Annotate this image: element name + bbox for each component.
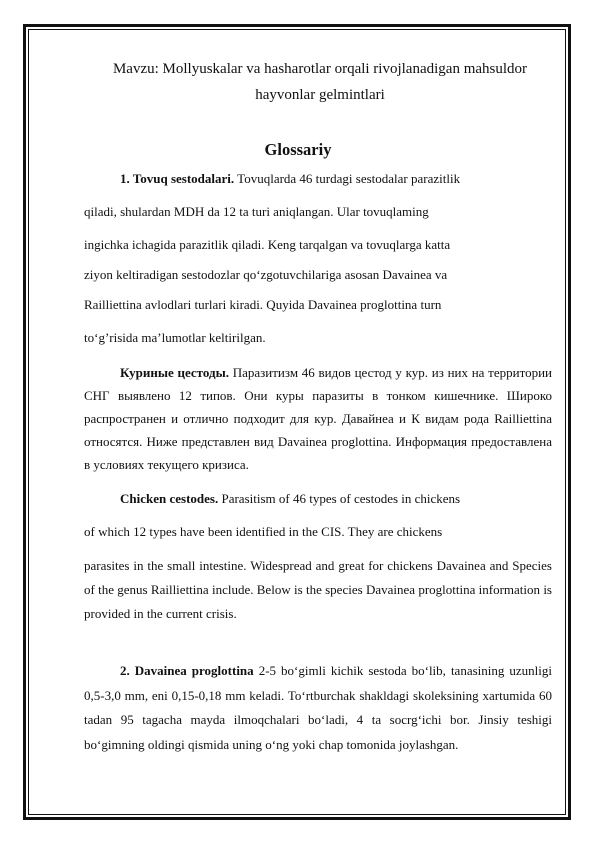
section2-paragraph <box>84 659 552 757</box>
en-line-2: of which 12 types have been identified in the CIS. They are chickens <box>84 524 443 539</box>
uz-line-4: Railliettina avlodlari turlari kiradi. Quyida Davainea proglottina turn <box>84 297 442 312</box>
en-paragraph: parasites in the small intestine. Widespread and great for chickens Davainea and Species of the genus Railliettina include. Below is the species Davainea proglottina information is provided in the current crisis. <box>84 558 552 622</box>
ru-paragraph <box>84 361 552 476</box>
uz-line-5: to‘g’risida ma’lumotlar keltirilgan. <box>84 330 266 345</box>
uz-line-0: Tovuqlarda 46 turdagi sestodalar parazitlik <box>237 171 461 186</box>
en-first-line <box>120 491 460 507</box>
uz-line-1: qiladi, shulardan MDH da 12 ta turi aniqlangan. Ular tovuqlaming <box>84 204 429 219</box>
uz-line-2: ingichka ichagida parazitlik qiladi. Keng tarqalgan va tovuqlarga katta <box>84 237 451 252</box>
topic-line-1: Mavzu: Mollyuskalar va hasharotlar orqali rivojlanadigan mahsuldor <box>112 61 528 77</box>
section2-heading: 2. Davainea proglottina <box>120 663 254 678</box>
topic-title <box>90 56 550 108</box>
section2-text: 2-5 bo‘gimli kichik sestoda bo‘lib, tanasining uzunligi 0,5-3,0 mm, eni 0,15-0,18 mm keladi. To‘rtburchak shakldagi skoleksining xartumida 60 tadan 95 tagacha mayda ilmoqchalari bo‘ladi, 4 ta socrg‘ichi bor. Jinsiy teshigi bo‘gimning oldingi qismida uning o‘ng yoki chap tomonida joylashgan. <box>84 663 552 752</box>
uz-first-line <box>120 171 460 187</box>
ru-text: Паразитизм 46 видов цестод у кур. из них на территории СНГ выявлено 12 типов. Они куры паразиты в тонком кишечнике. Широко распространен и отлично подходит для кур. Давайнеа и К видам рода Railliettina относятся. Ниже представлен вид Davainea proglottina. Информация предоставлена в условиях текущего кризиса. <box>84 365 553 472</box>
topic-line-2: hayvonlar gelmintlari <box>255 87 385 103</box>
glossary-heading: Glossariy <box>264 140 332 159</box>
ru-heading: Куриные цестоды. <box>120 365 229 380</box>
uz-heading: 1. Tovuq sestodalari. <box>120 171 235 186</box>
en-heading: Chicken cestodes. <box>120 491 219 506</box>
en-line-1: Parasitism of 46 types of cestodes in chickens <box>221 491 461 506</box>
uz-line-3: ziyon keltiradigan sestodozlar qo‘zgotuvchilariga asosan Davainea va <box>84 267 448 282</box>
